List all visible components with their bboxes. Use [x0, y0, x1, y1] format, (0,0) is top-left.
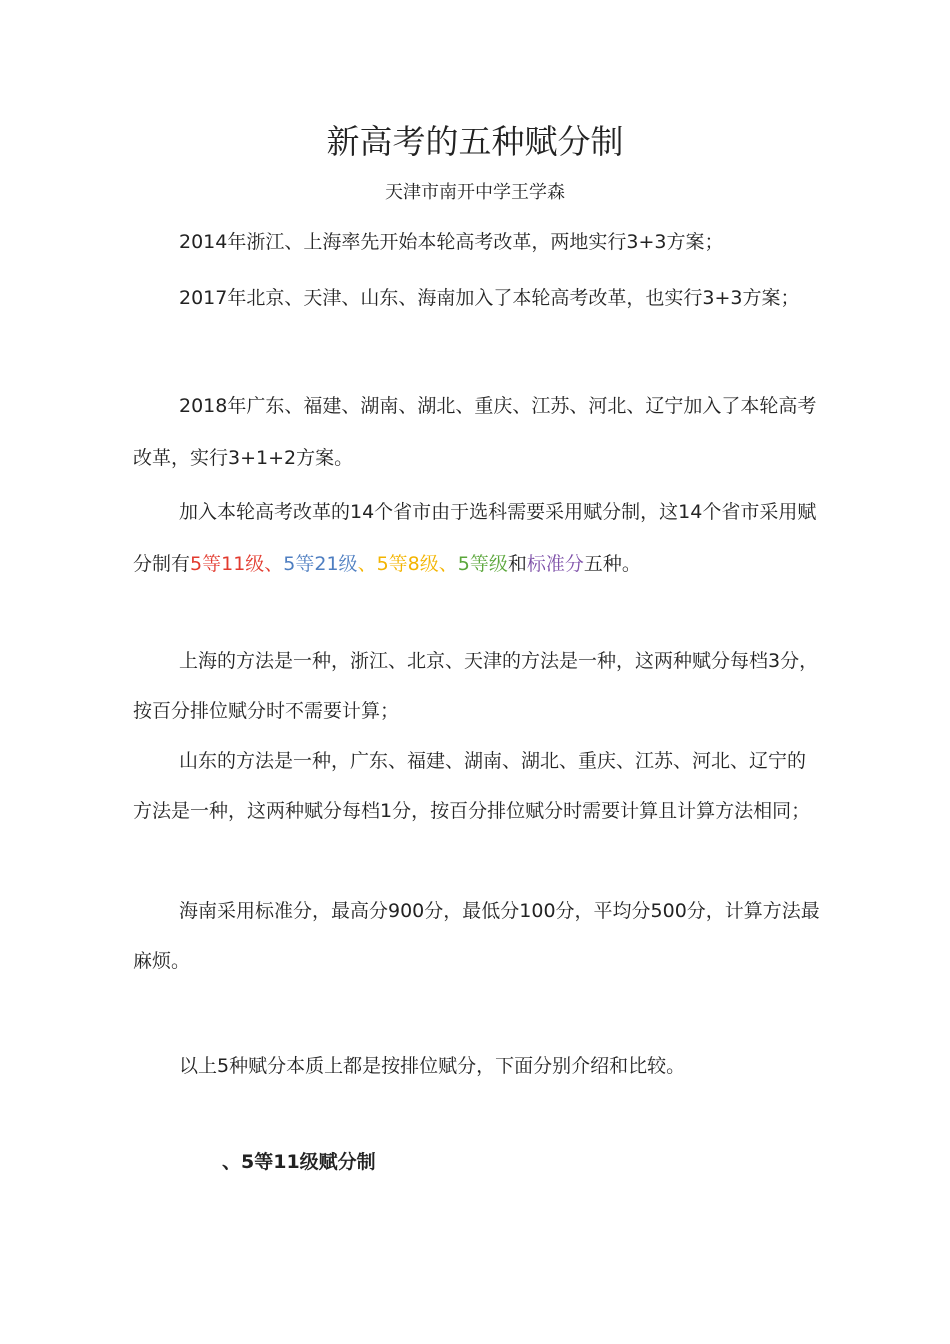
paragraph-fourteen-provinces	[133, 486, 823, 590]
paragraph-hainan-method: 海南采用标准分，最高分900分，最低分100分，平均分500分，计算方法最麻烦。	[133, 900, 820, 972]
document-title: 新高考的五种赋分制	[326, 122, 624, 161]
method-5-21-label: 5等21级	[283, 553, 358, 575]
conjunction: 和	[507, 553, 527, 575]
paragraph-shanghai-method: 上海的方法是一种，浙江、北京、天津的方法是一种，这两种赋分每档3分，按百分排位赋分时不需要计算；	[133, 650, 819, 722]
separator: 、	[357, 553, 377, 575]
paragraph-intro-text: 加入本轮高考改革的14个省市由于选科需要采用赋分制，这14个省市采用赋分制有	[133, 501, 817, 575]
method-5-levels-label: 5等级	[457, 553, 508, 575]
section-heading: 、5等11级赋分制	[222, 1151, 376, 1173]
separator: 、	[264, 553, 284, 575]
paragraph-shandong-method: 山东的方法是一种，广东、福建、湖南、湖北、重庆、江苏、河北、辽宁的方法是一种，这两种赋分每档1分，按百分排位赋分时需要计算且计算方法相同；	[133, 750, 811, 822]
document-author: 天津市南开中学王学森	[385, 182, 565, 203]
separator: 、	[438, 553, 458, 575]
paragraph-summary: 以上5种赋分本质上都是按排位赋分，下面分别介绍和比较。	[179, 1055, 686, 1077]
method-5-8-label: 5等8级	[376, 553, 439, 575]
paragraph-2018: 2018年广东、福建、湖南、湖北、重庆、江苏、河北、辽宁加入了本轮高考改革，实行3+1+2方案。	[133, 395, 817, 469]
paragraph-end-text: 五种。	[583, 553, 641, 575]
method-5-11-label: 5等11级	[190, 553, 265, 575]
paragraph-2014: 2014年浙江、上海率先开始本轮高考改革，两地实行3+3方案；	[179, 231, 724, 253]
method-standard-score-label: 标准分	[526, 553, 584, 575]
paragraph-2017: 2017年北京、天津、山东、海南加入了本轮高考改革，也实行3+3方案；	[179, 287, 800, 309]
